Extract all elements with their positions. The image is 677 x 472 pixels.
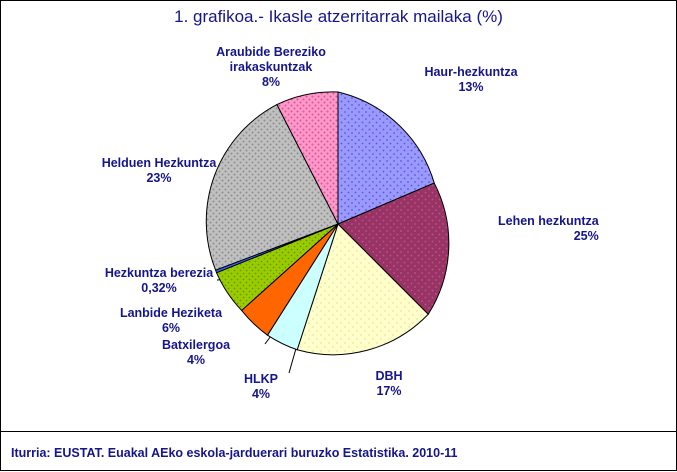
label-araubide-bereziko: Araubide Bereziko irakaskuntzak 8% <box>216 45 326 89</box>
label-haur-hezkuntza: Haur-hezkuntza 13% <box>424 65 518 94</box>
label-hezkuntza-berezia: Hezkuntza berezia 0,32% <box>104 266 214 295</box>
page-title: 1. grafikoa.- Ikasle atzerritarrak mailaka (%) <box>174 7 503 26</box>
label-lehen-hezkuntza: Lehen hezkuntza 25% <box>498 214 599 243</box>
label-lanbide-heziketa: Lanbide Heziketa 6% <box>119 306 223 335</box>
source-note: Iturria: EUSTAT. Euakal AEko eskola-jarduerari buruzko Estatistika. 2010-11 <box>11 446 458 460</box>
label-hlkp: HLKP 4% <box>243 372 279 401</box>
label-dbh: DBH 17% <box>375 369 403 398</box>
label-batxilergoa: Batxilergoa 4% <box>161 338 231 367</box>
label-helduen-hezkuntza: Helduen Hezkuntza 23% <box>101 156 217 185</box>
footer-divider <box>1 431 676 432</box>
